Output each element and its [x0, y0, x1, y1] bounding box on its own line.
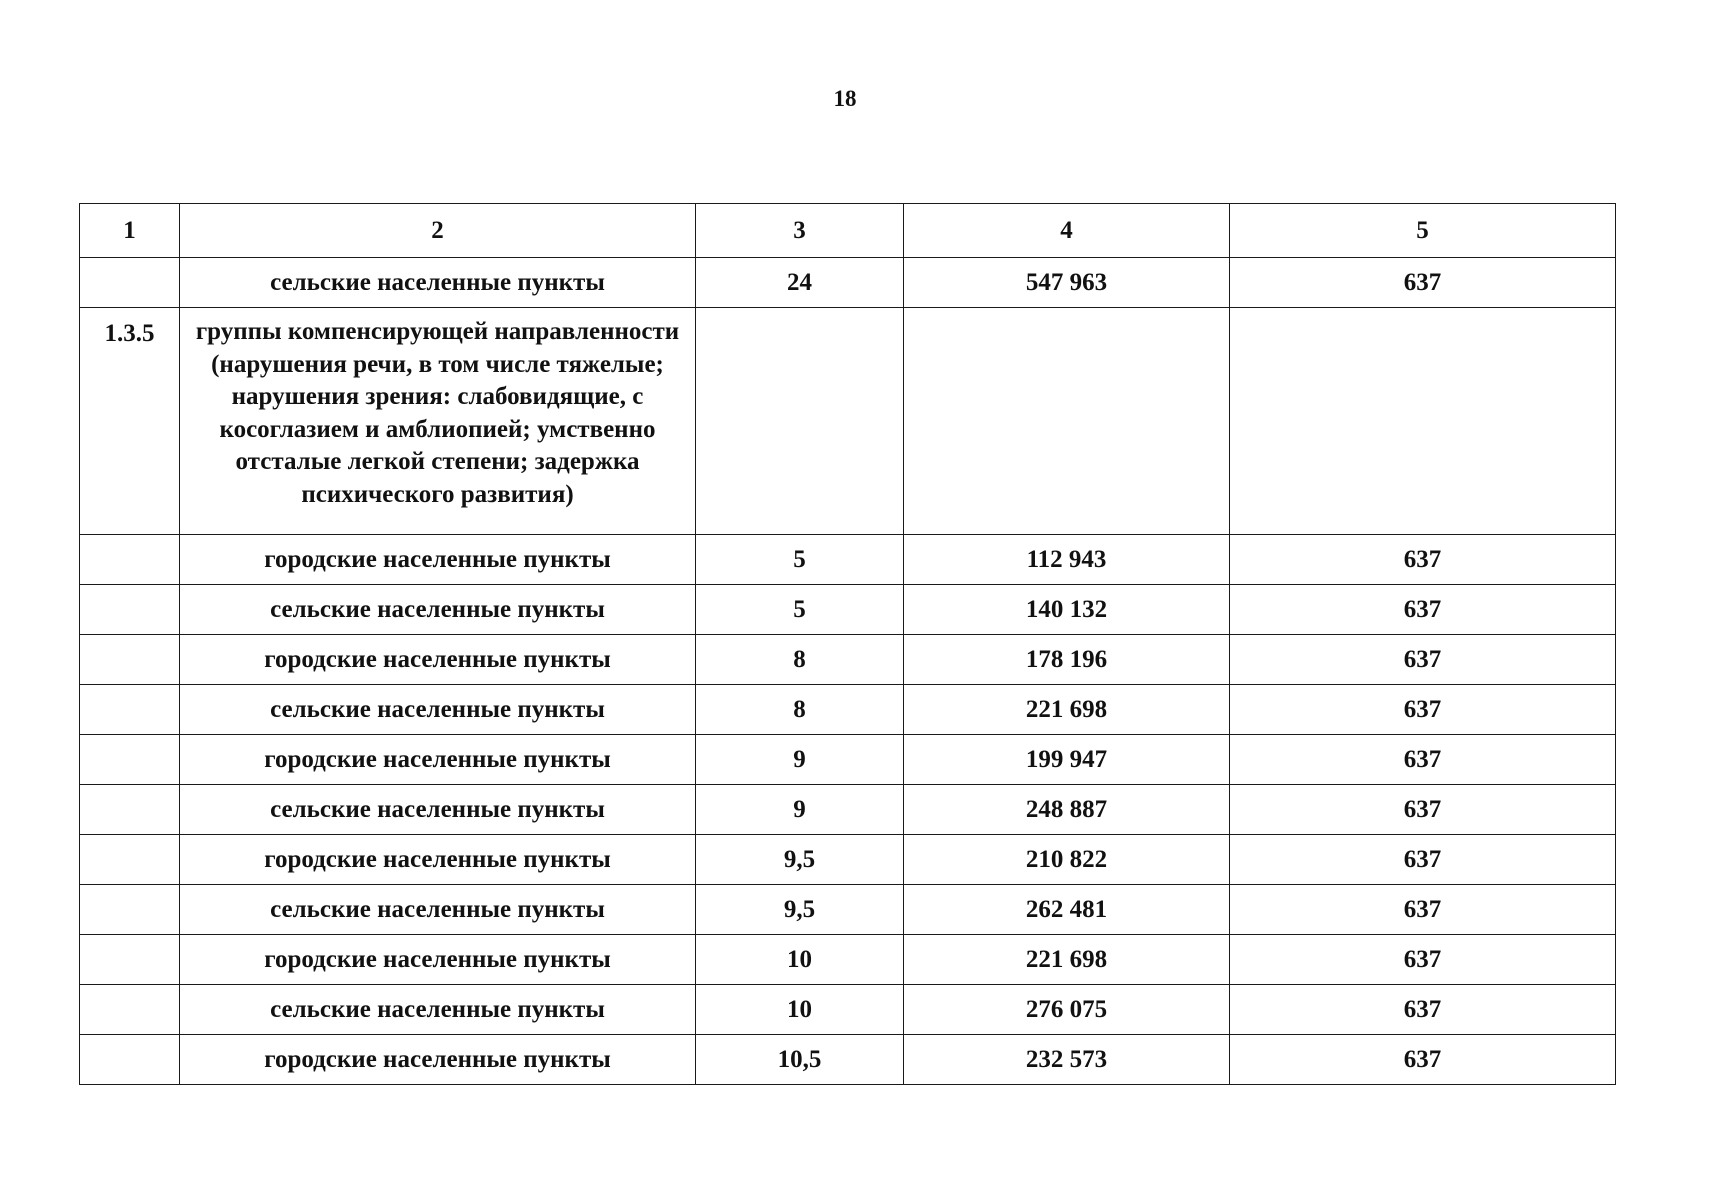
cost-cell: 178 196 [904, 635, 1230, 685]
value-cell: 637 [1230, 685, 1616, 735]
cost-cell: 248 887 [904, 785, 1230, 835]
tariff-table [79, 203, 1616, 1085]
value-cell: 637 [1230, 535, 1616, 585]
header-cell-2: 2 [180, 204, 696, 258]
cost-cell: 140 132 [904, 585, 1230, 635]
page-number: 18 [833, 86, 857, 111]
value-cell: 637 [1230, 985, 1616, 1035]
header-cell-4: 4 [904, 204, 1230, 258]
row-number-cell [80, 535, 180, 585]
settlement-type-cell: городские населенные пункты [180, 735, 696, 785]
section-description-cell: группы компенсирующей направленности (нарушения речи, в том числе тяжелые; нарушения зрения: слабовидящие, с косоглазием и амблиопией; умственно отсталые легкой степени; задержка психического развития) [180, 308, 696, 535]
hours-cell: 10 [696, 935, 904, 985]
table-row [80, 735, 1616, 785]
value-cell: 637 [1230, 258, 1616, 308]
hours-cell: 10,5 [696, 1035, 904, 1085]
cost-cell: 232 573 [904, 1035, 1230, 1085]
settlement-type-cell: городские населенные пункты [180, 935, 696, 985]
table-body [80, 204, 1616, 1085]
hours-cell: 9,5 [696, 835, 904, 885]
cost-cell: 199 947 [904, 735, 1230, 785]
value-cell: 637 [1230, 635, 1616, 685]
hours-cell: 5 [696, 535, 904, 585]
settlement-type-cell: сельские населенные пункты [180, 685, 696, 735]
table-row [80, 685, 1616, 735]
settlement-type-cell: сельские населенные пункты [180, 585, 696, 635]
settlement-type-cell: сельские населенные пункты [180, 785, 696, 835]
row-number-cell [80, 585, 180, 635]
value-cell: 637 [1230, 585, 1616, 635]
cost-cell: 262 481 [904, 885, 1230, 935]
section-empty-cell-3 [696, 308, 904, 535]
section-empty-cell-5 [1230, 308, 1616, 535]
header-cell-1: 1 [80, 204, 180, 258]
settlement-type-cell: городские населенные пункты [180, 835, 696, 885]
table-row [80, 935, 1616, 985]
settlement-type-cell: городские населенные пункты [180, 635, 696, 685]
hours-cell: 9 [696, 785, 904, 835]
settlement-type-cell: городские населенные пункты [180, 1035, 696, 1085]
row-number-cell [80, 885, 180, 935]
value-cell: 637 [1230, 735, 1616, 785]
settlement-type-cell: городские населенные пункты [180, 535, 696, 585]
hours-cell: 5 [696, 585, 904, 635]
row-number-cell [80, 735, 180, 785]
table-row [80, 1035, 1616, 1085]
cost-cell: 276 075 [904, 985, 1230, 1035]
table-row [80, 785, 1616, 835]
value-cell: 637 [1230, 1035, 1616, 1085]
hours-cell: 10 [696, 985, 904, 1035]
value-cell: 637 [1230, 935, 1616, 985]
row-number-cell [80, 785, 180, 835]
cost-cell: 221 698 [904, 935, 1230, 985]
row-number-cell [80, 685, 180, 735]
section-row [80, 308, 1616, 535]
settlement-type-cell: сельские населенные пункты [180, 985, 696, 1035]
table-row [80, 535, 1616, 585]
table-row [80, 585, 1616, 635]
row-number-cell [80, 835, 180, 885]
section-number-cell: 1.3.5 [80, 308, 180, 535]
section-empty-cell-4 [904, 308, 1230, 535]
cost-cell: 210 822 [904, 835, 1230, 885]
header-cell-3: 3 [696, 204, 904, 258]
cost-cell: 112 943 [904, 535, 1230, 585]
table-row [80, 635, 1616, 685]
table-row [80, 835, 1616, 885]
value-cell: 637 [1230, 885, 1616, 935]
value-cell: 637 [1230, 785, 1616, 835]
cost-cell: 547 963 [904, 258, 1230, 308]
table-row [80, 258, 1616, 308]
settlement-type-cell: сельские населенные пункты [180, 885, 696, 935]
settlement-type-cell: сельские населенные пункты [180, 258, 696, 308]
header-cell-5: 5 [1230, 204, 1616, 258]
header-row [80, 204, 1616, 258]
table-row [80, 985, 1616, 1035]
row-number-cell [80, 1035, 180, 1085]
hours-cell: 8 [696, 685, 904, 735]
row-number-cell [80, 635, 180, 685]
row-number-cell [80, 258, 180, 308]
value-cell: 637 [1230, 835, 1616, 885]
row-number-cell [80, 935, 180, 985]
cost-cell: 221 698 [904, 685, 1230, 735]
row-number-cell [80, 985, 180, 1035]
hours-cell: 8 [696, 635, 904, 685]
hours-cell: 9,5 [696, 885, 904, 935]
hours-cell: 24 [696, 258, 904, 308]
hours-cell: 9 [696, 735, 904, 785]
table-row [80, 885, 1616, 935]
